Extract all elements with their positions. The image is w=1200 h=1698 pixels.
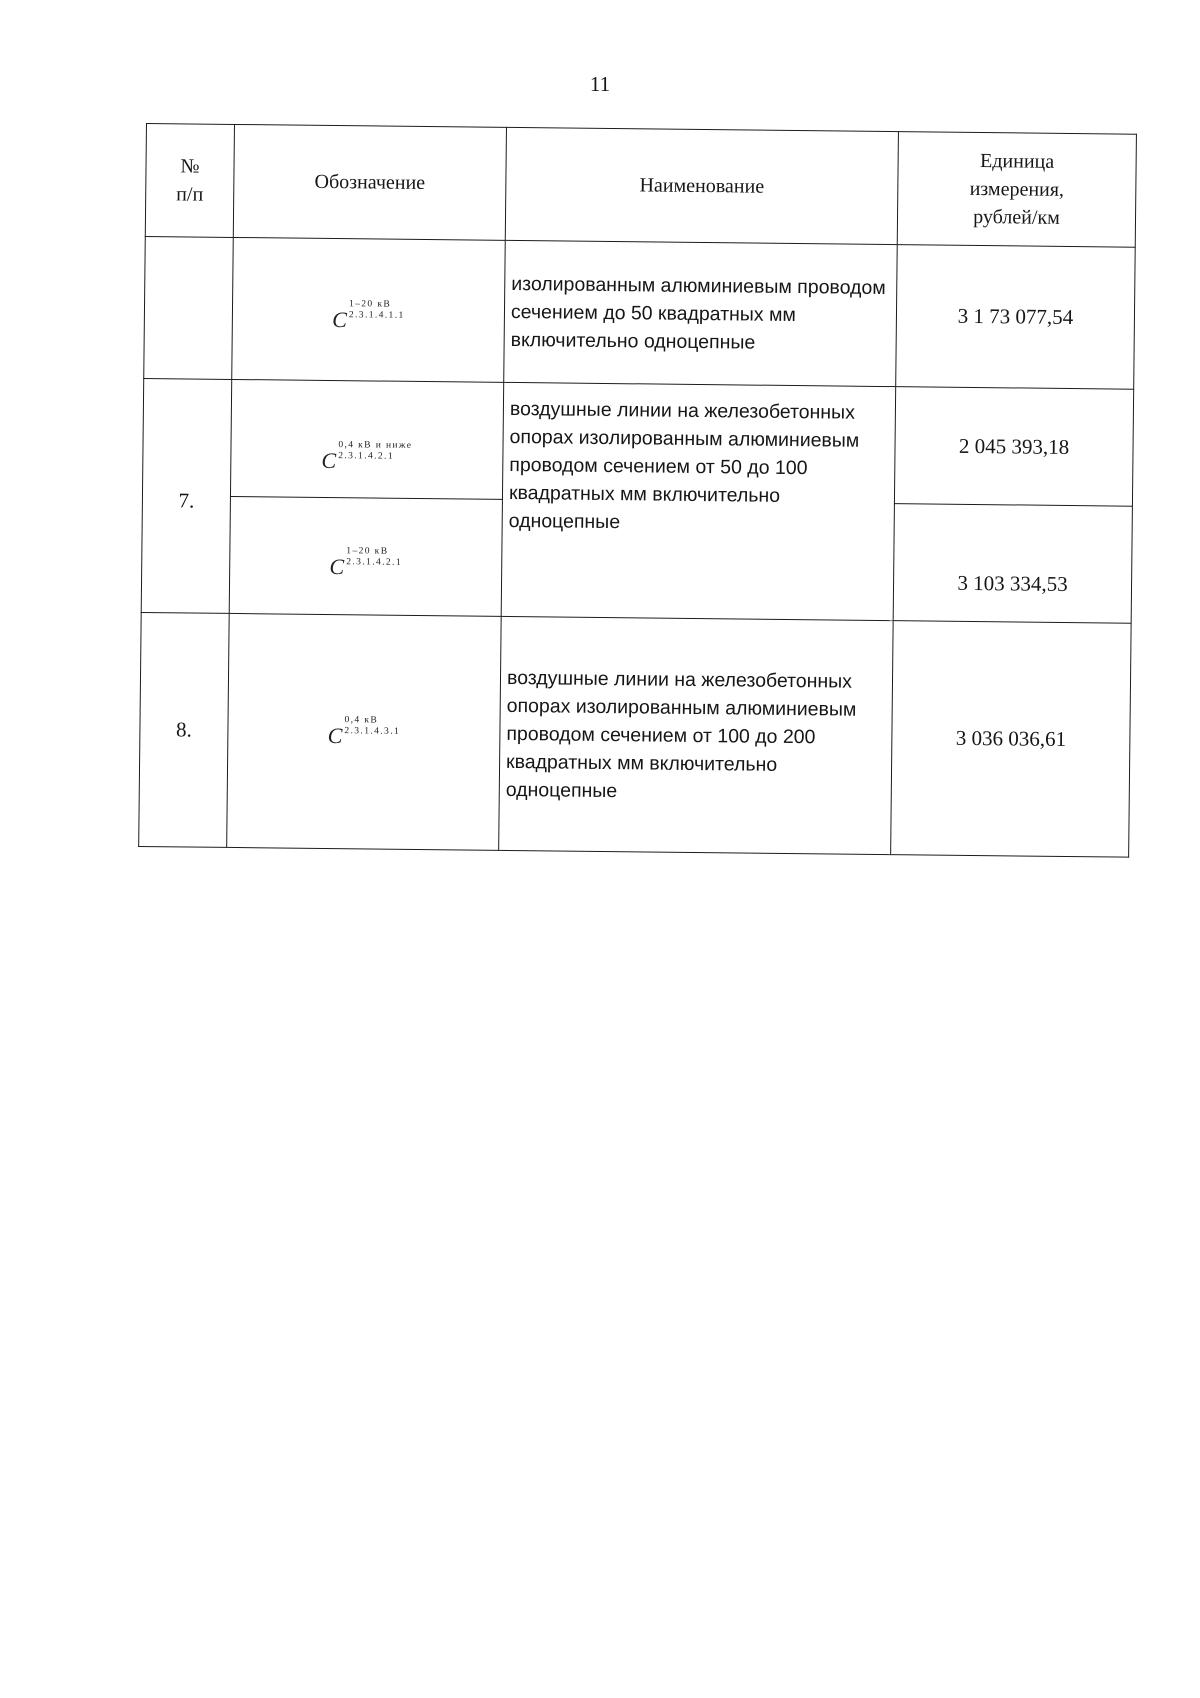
symbol-superscript: 0,4 кВ и ниже bbox=[338, 440, 413, 451]
table-row bbox=[142, 378, 1133, 506]
designation-cell bbox=[229, 496, 502, 616]
header-num-line-1: № bbox=[180, 155, 200, 178]
page-number: 11 bbox=[589, 72, 611, 96]
symbol-letter: C bbox=[329, 554, 345, 580]
header-name: Наименование bbox=[505, 127, 898, 244]
price-cell: 3 036 036,61 bbox=[891, 621, 1132, 858]
table-header-row bbox=[145, 124, 1136, 248]
header-unit-line-1: Единица bbox=[979, 150, 1055, 173]
header-num bbox=[145, 124, 234, 238]
name-cell: воздушные линии на железобетонных опорах изолированным алюминиевым проводом сечением от 50 до 100 квадратных мм включительно одноцепные bbox=[501, 382, 896, 620]
header-code: Обозначение bbox=[233, 124, 506, 240]
symbol-superscript: 1–20 кВ bbox=[346, 546, 389, 557]
price-cell: 3 103 334,53 bbox=[893, 504, 1132, 624]
header-unit bbox=[897, 132, 1136, 248]
table-row bbox=[139, 612, 1131, 857]
tariff-table bbox=[138, 123, 1137, 858]
name-cell: воздушные линии на железобетонных опорах изолированным алюминиевым проводом сечением от 100 до 200 квадратных мм включительно одноцепные bbox=[499, 616, 894, 854]
designation-cell bbox=[230, 379, 503, 499]
symbol-subscript: 2.3.1.4.2.1 bbox=[346, 557, 403, 568]
designation-cell bbox=[227, 613, 502, 850]
symbol-letter: C bbox=[332, 306, 347, 332]
designation-symbol bbox=[329, 546, 402, 581]
price-cell: 2 045 393,18 bbox=[894, 387, 1133, 507]
header-unit-line-2: измерения, bbox=[969, 177, 1065, 201]
symbol-letter: C bbox=[327, 722, 343, 748]
symbol-subscript: 2.3.1.4.2.1 bbox=[338, 451, 395, 462]
symbol-subscript: 2.3.1.4.1.1 bbox=[348, 309, 405, 321]
header-num-line-2: п/п bbox=[176, 183, 204, 206]
designation-symbol bbox=[328, 715, 401, 750]
symbol-subscript: 2.3.1.4.3.1 bbox=[344, 725, 401, 737]
symbol-superscript: 1–20 кВ bbox=[348, 298, 392, 310]
designation-cell bbox=[232, 237, 506, 382]
name-cell: изолированным алюминиевым проводом сечением до 50 квадратных мм включительно одноцепные bbox=[504, 240, 898, 386]
table-row bbox=[144, 236, 1135, 389]
symbol-superscript: 0,4 кВ bbox=[344, 714, 379, 726]
header-unit-line-3: рублей/км bbox=[973, 205, 1060, 229]
designation-symbol bbox=[321, 440, 412, 475]
designation-symbol bbox=[332, 299, 405, 334]
row-number: 8. bbox=[139, 612, 230, 847]
price-cell: 3 1 73 077,54 bbox=[896, 245, 1136, 390]
symbol-letter: C bbox=[321, 447, 337, 474]
row-number: 7. bbox=[141, 378, 232, 613]
row-number bbox=[144, 236, 234, 379]
